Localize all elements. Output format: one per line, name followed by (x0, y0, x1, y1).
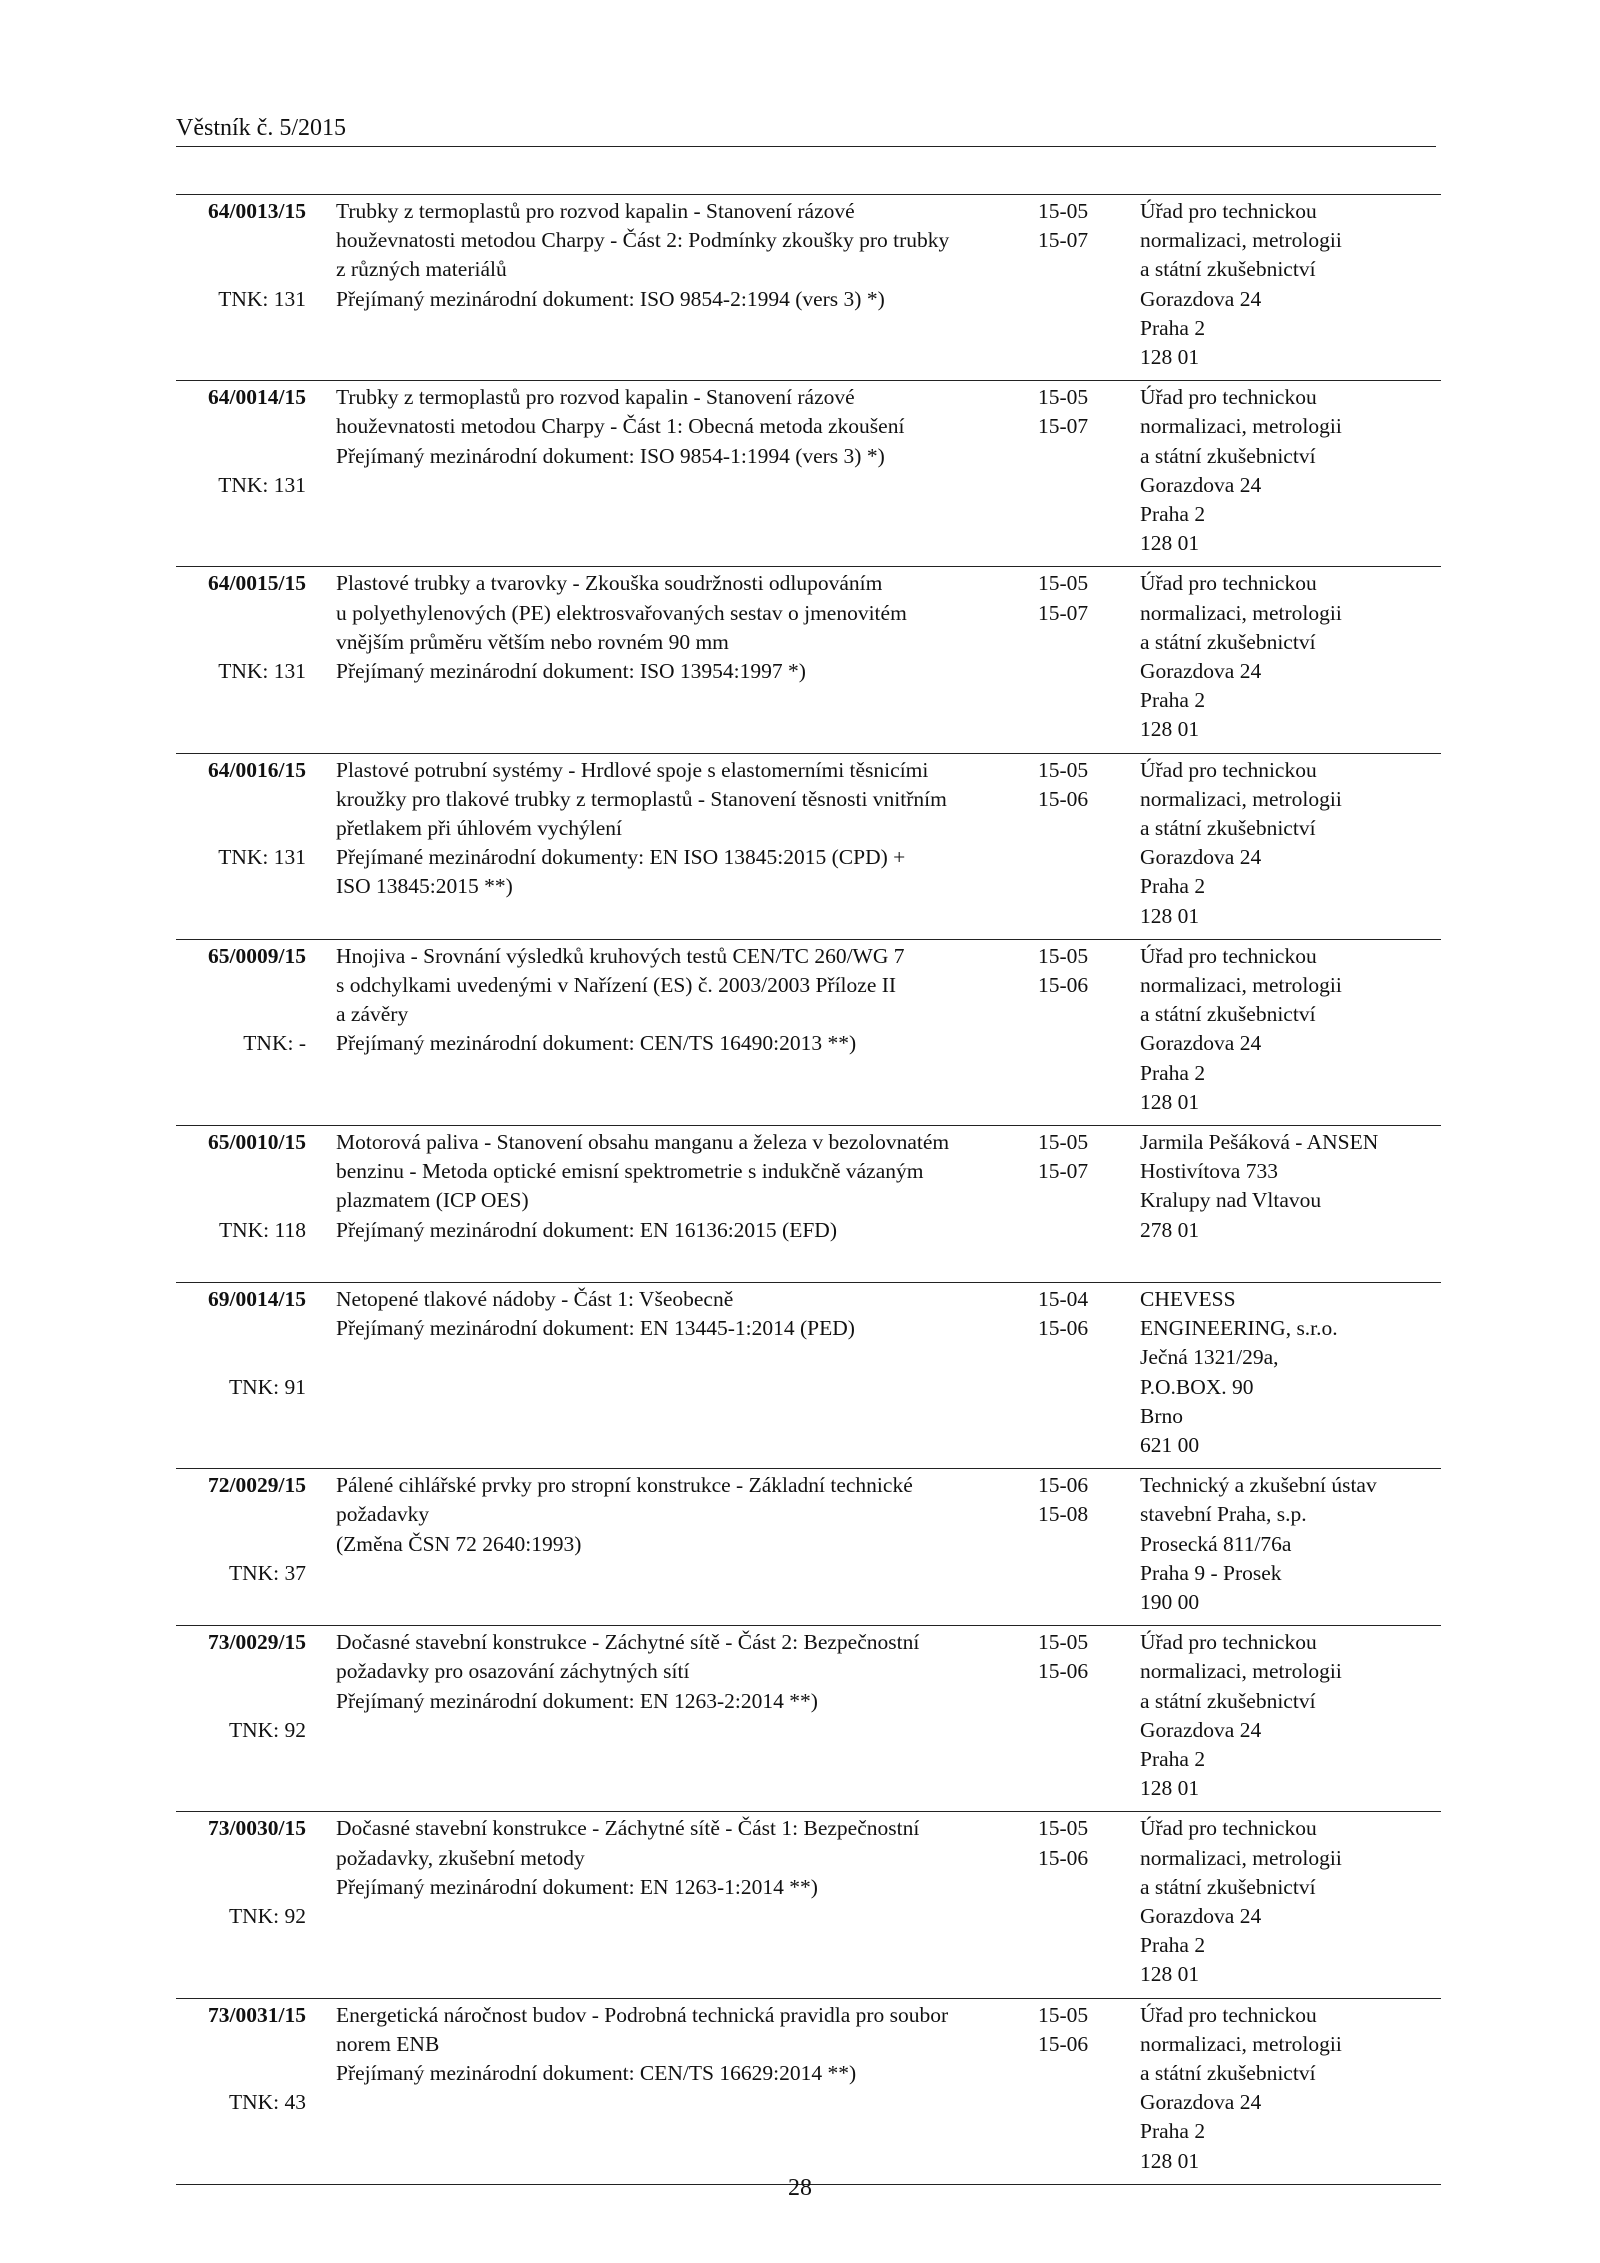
title-line: Trubky z termoplastů pro rozvod kapalin - Stanovení rázové (336, 199, 855, 223)
title-line: požadavky (336, 1502, 430, 1527)
row-title-cell (314, 1814, 1034, 1997)
address-line: Gorazdova 24 (1140, 845, 1262, 870)
title-line: Plastové potrubní systémy - Hrdlové spoje s elastomerními těsnicími (336, 757, 929, 782)
tnk-label: TNK: 43 (228, 2090, 306, 2115)
address-line: Praha 2 (1140, 315, 1206, 340)
row-dates-cell (1034, 1128, 1134, 1282)
address-line: a státní zkušebnictví (1140, 257, 1316, 282)
date-code: 15-05 (1038, 1129, 1089, 1154)
standard-number: 65/0010/15 (208, 1129, 306, 1154)
standard-row (176, 1625, 1441, 1811)
row-title-cell (314, 569, 1034, 752)
date-code: 15-07 (1038, 414, 1089, 439)
address-line: Praha 2 (1140, 2119, 1206, 2144)
standard-row (176, 1125, 1441, 1282)
row-dates-cell (1034, 942, 1134, 1125)
title-line: požadavky pro osazování záchytných sítí (336, 1659, 690, 1684)
address-line: 128 01 (1140, 717, 1200, 742)
standard-row (176, 380, 1441, 566)
page-number: 28 (788, 2175, 812, 2201)
address-line: 128 01 (1140, 2148, 1200, 2173)
date-code: 15-06 (1038, 1845, 1089, 1870)
title-line: vnějším průměru větším nebo rovném 90 mm (336, 629, 729, 654)
standard-number: 64/0015/15 (208, 571, 306, 596)
address-line: P.O.BOX. 90 (1140, 1374, 1254, 1399)
row-id-cell (176, 197, 314, 380)
address-line: a státní zkušebnictví (1140, 629, 1316, 654)
address-line: 128 01 (1140, 903, 1200, 928)
standards-table (176, 194, 1441, 2185)
date-code: 15-08 (1038, 1502, 1089, 1527)
date-code: 15-05 (1038, 199, 1089, 223)
standard-number: 65/0009/15 (208, 943, 306, 968)
title-line: Přejímaný mezinárodní dokument: EN 1263-1:2014 **) (336, 1874, 818, 1899)
address-line: 621 00 (1140, 1432, 1200, 1457)
standard-row (176, 1998, 1441, 2184)
row-dates-cell (1034, 1471, 1134, 1625)
date-code: 15-07 (1038, 228, 1089, 253)
address-line: Úřad pro technickou (1140, 385, 1317, 410)
row-id-cell (176, 383, 314, 566)
title-line: (Změna ČSN 72 2640:1993) (336, 1531, 582, 1556)
address-line: Technický a zkušební ústav (1140, 1473, 1377, 1498)
address-line: 128 01 (1140, 1962, 1200, 1987)
title-line: houževnatosti metodou Charpy - Část 2: Podmínky zkoušky pro trubky (336, 228, 950, 253)
tnk-label: TNK: 92 (228, 1903, 306, 1928)
address-line: stavební Praha, s.p. (1140, 1502, 1307, 1527)
title-line: Dočasné stavební konstrukce - Záchytné sítě - Část 2: Bezpečnostní (336, 1630, 920, 1655)
address-line: normalizaci, metrologii (1140, 600, 1342, 625)
address-line: normalizaci, metrologii (1140, 1659, 1342, 1684)
row-id-cell (176, 1628, 314, 1811)
address-line: normalizaci, metrologii (1140, 2031, 1342, 2056)
standard-number: 64/0014/15 (208, 385, 306, 410)
row-title-cell (314, 942, 1034, 1125)
title-line: Přejímaný mezinárodní dokument: CEN/TS 16629:2014 **) (336, 2060, 857, 2085)
row-id-cell (176, 756, 314, 939)
row-dates-cell (1034, 383, 1134, 566)
tnk-label: TNK: 131 (218, 845, 306, 870)
address-line: Praha 9 - Prosek (1140, 1560, 1282, 1585)
title-line: a závěry (336, 1002, 409, 1027)
tnk-label: TNK: 131 (218, 472, 306, 497)
title-line: požadavky, zkušební metody (336, 1845, 585, 1870)
address-line: a státní zkušebnictví (1140, 443, 1316, 468)
title-line: Přejímané mezinárodní dokumenty: EN ISO 13845:2015 (CPD) + (336, 845, 906, 870)
date-code: 15-06 (1038, 1316, 1089, 1341)
address-line: Praha 2 (1140, 874, 1206, 899)
address-line: a státní zkušebnictví (1140, 2060, 1316, 2085)
address-line: 128 01 (1140, 345, 1200, 370)
standard-row (176, 1468, 1441, 1625)
row-address-cell (1134, 1814, 1441, 1997)
title-line: Pálené cihlářské prvky pro stropní konstrukce - Základní technické (336, 1473, 913, 1498)
row-id-cell (176, 1814, 314, 1997)
address-line: 128 01 (1140, 1776, 1200, 1801)
date-code: 15-05 (1038, 2002, 1089, 2027)
row-id-cell (176, 1128, 314, 1282)
title-line: benzinu - Metoda optické emisní spektrometrie s indukčně vázaným (336, 1159, 924, 1184)
title-line: s odchylkami uvedenými v Nařízení (ES) č. 2003/2003 Příloze II (336, 972, 897, 997)
address-line: Úřad pro technickou (1140, 571, 1317, 596)
address-line: a státní zkušebnictví (1140, 815, 1316, 840)
address-line: Gorazdova 24 (1140, 286, 1262, 311)
address-line: Kralupy nad Vltavou (1140, 1188, 1322, 1213)
title-line: Netopené tlakové nádoby - Část 1: Všeobecně (336, 1286, 734, 1311)
address-line: Gorazdova 24 (1140, 472, 1262, 497)
date-code: 15-06 (1038, 1473, 1089, 1498)
standard-number: 73/0030/15 (208, 1816, 306, 1841)
tnk-label: TNK: 92 (228, 1717, 306, 1742)
row-title-cell (314, 1628, 1034, 1811)
date-code: 15-06 (1038, 1659, 1089, 1684)
standard-number: 72/0029/15 (208, 1473, 306, 1498)
date-code: 15-05 (1038, 943, 1089, 968)
standard-row (176, 195, 1441, 380)
address-line: 278 01 (1140, 1217, 1200, 1242)
row-address-cell (1134, 942, 1441, 1125)
row-dates-cell (1034, 756, 1134, 939)
address-line: normalizaci, metrologii (1140, 1845, 1342, 1870)
standard-number: 73/0031/15 (208, 2002, 306, 2027)
row-address-cell (1134, 2001, 1441, 2184)
address-line: Praha 2 (1140, 1060, 1206, 1085)
row-title-cell (314, 1471, 1034, 1625)
title-line: u polyethylenových (PE) elektrosvařovaných sestav o jmenovitém (336, 600, 907, 625)
address-line: normalizaci, metrologii (1140, 786, 1342, 811)
address-line: Gorazdova 24 (1140, 1717, 1262, 1742)
title-line: Hnojiva - Srovnání výsledků kruhových testů CEN/TC 260/WG 7 (336, 943, 905, 968)
date-code: 15-07 (1038, 1159, 1089, 1184)
date-code: 15-05 (1038, 1630, 1089, 1655)
row-title-cell (314, 383, 1034, 566)
address-line: Úřad pro technickou (1140, 1816, 1317, 1841)
title-line: ISO 13845:2015 **) (336, 874, 513, 899)
row-title-cell (314, 756, 1034, 939)
address-line: 190 00 (1140, 1589, 1200, 1614)
address-line: Hostivítova 733 (1140, 1159, 1278, 1184)
address-line: 128 01 (1140, 1089, 1200, 1114)
title-line: Přejímaný mezinárodní dokument: ISO 9854-1:1994 (vers 3) *) (336, 443, 885, 468)
address-line: Jarmila Pešáková - ANSEN (1140, 1129, 1379, 1154)
title-line: z různých materiálů (336, 257, 507, 282)
tnk-label: TNK: - (243, 1031, 306, 1056)
title-line: Plastové trubky a tvarovky - Zkouška soudržnosti odlupováním (336, 571, 883, 596)
title-line: Přejímaný mezinárodní dokument: ISO 13954:1997 *) (336, 658, 806, 683)
address-line: a státní zkušebnictví (1140, 1688, 1316, 1713)
address-line: normalizaci, metrologii (1140, 414, 1342, 439)
row-title-cell (314, 1128, 1034, 1282)
address-line: Gorazdova 24 (1140, 1903, 1262, 1928)
address-line: Praha 2 (1140, 688, 1206, 713)
row-dates-cell (1034, 1814, 1134, 1997)
title-line: houževnatosti metodou Charpy - Část 1: Obecná metoda zkoušení (336, 414, 905, 439)
address-line: Úřad pro technickou (1140, 757, 1317, 782)
row-dates-cell (1034, 2001, 1134, 2184)
row-address-cell (1134, 756, 1441, 939)
row-title-cell (314, 197, 1034, 380)
tnk-label: TNK: 37 (228, 1560, 306, 1585)
title-line: Trubky z termoplastů pro rozvod kapalin - Stanovení rázové (336, 385, 855, 410)
row-address-cell (1134, 1128, 1441, 1282)
date-code: 15-04 (1038, 1286, 1089, 1311)
title-line: přetlakem při úhlovém vychýlení (336, 815, 622, 840)
date-code: 15-05 (1038, 385, 1089, 410)
address-line: normalizaci, metrologii (1140, 228, 1342, 253)
tnk-label: TNK: 131 (218, 658, 306, 683)
standard-number: 64/0016/15 (208, 757, 306, 782)
row-dates-cell (1034, 1628, 1134, 1811)
row-id-cell (176, 1285, 314, 1468)
standard-row (176, 1282, 1441, 1468)
journal-title: Věstník č. 5/2015 (176, 115, 346, 141)
date-code: 15-06 (1038, 786, 1089, 811)
address-line: a státní zkušebnictví (1140, 1002, 1316, 1027)
row-address-cell (1134, 569, 1441, 752)
row-title-cell (314, 2001, 1034, 2184)
date-code: 15-06 (1038, 972, 1089, 997)
date-code: 15-05 (1038, 757, 1089, 782)
row-title-cell (314, 1285, 1034, 1468)
row-id-cell (176, 569, 314, 752)
title-line: Přejímaný mezinárodní dokument: ISO 9854-2:1994 (vers 3) *) (336, 286, 885, 311)
date-code: 15-05 (1038, 571, 1089, 596)
address-line: Úřad pro technickou (1140, 199, 1317, 223)
row-address-cell (1134, 1285, 1441, 1468)
address-line: Ječná 1321/29a, (1140, 1345, 1279, 1370)
address-line: Úřad pro technickou (1140, 1630, 1317, 1655)
standard-row (176, 939, 1441, 1125)
address-line: Gorazdova 24 (1140, 658, 1262, 683)
standard-row (176, 1811, 1441, 1997)
address-line: Úřad pro technickou (1140, 943, 1317, 968)
title-line: norem ENB (336, 2031, 440, 2056)
title-line: kroužky pro tlakové trubky z termoplastů - Stanovení těsnosti vnitřním (336, 786, 947, 811)
tnk-label: TNK: 118 (219, 1217, 306, 1242)
row-id-cell (176, 2001, 314, 2184)
row-dates-cell (1034, 197, 1134, 380)
title-line: Energetická náročnost budov - Podrobná technická pravidla pro soubor (336, 2002, 949, 2027)
title-line: plazmatem (ICP OES) (336, 1188, 529, 1213)
row-id-cell (176, 942, 314, 1125)
address-line: a státní zkušebnictví (1140, 1874, 1316, 1899)
tnk-label: TNK: 131 (218, 286, 306, 311)
row-address-cell (1134, 197, 1441, 380)
title-line: Přejímaný mezinárodní dokument: EN 16136:2015 (EFD) (336, 1217, 837, 1242)
date-code: 15-07 (1038, 600, 1089, 625)
address-line: Gorazdova 24 (1140, 1031, 1262, 1056)
row-address-cell (1134, 1471, 1441, 1625)
address-line: Praha 2 (1140, 1746, 1206, 1771)
date-code: 15-05 (1038, 1816, 1089, 1841)
address-line: Praha 2 (1140, 1933, 1206, 1958)
title-line: Motorová paliva - Stanovení obsahu manganu a železa v bezolovnatém (336, 1129, 950, 1154)
standard-row (176, 566, 1441, 752)
date-code: 15-06 (1038, 2031, 1089, 2056)
row-id-cell (176, 1471, 314, 1625)
row-address-cell (1134, 1628, 1441, 1811)
row-dates-cell (1034, 1285, 1134, 1468)
address-line: normalizaci, metrologii (1140, 972, 1342, 997)
address-line: CHEVESS (1140, 1286, 1236, 1311)
title-line: Přejímaný mezinárodní dokument: EN 13445-1:2014 (PED) (336, 1316, 855, 1341)
title-line: Přejímaný mezinárodní dokument: EN 1263-2:2014 **) (336, 1688, 818, 1713)
standard-number: 73/0029/15 (208, 1630, 306, 1655)
address-line: Prosecká 811/76a (1140, 1531, 1292, 1556)
standard-number: 69/0014/15 (208, 1286, 306, 1311)
title-line: Dočasné stavební konstrukce - Záchytné sítě - Část 1: Bezpečnostní (336, 1816, 920, 1841)
address-line: Brno (1140, 1403, 1183, 1428)
page-header (176, 114, 1436, 147)
address-line: 128 01 (1140, 531, 1200, 556)
address-line: Gorazdova 24 (1140, 2090, 1262, 2115)
row-dates-cell (1034, 569, 1134, 752)
standard-number: 64/0013/15 (208, 199, 306, 223)
title-line: Přejímaný mezinárodní dokument: CEN/TS 16490:2013 **) (336, 1031, 857, 1056)
address-line: ENGINEERING, s.r.o. (1140, 1316, 1338, 1341)
tnk-label: TNK: 91 (228, 1374, 306, 1399)
address-line: Úřad pro technickou (1140, 2002, 1317, 2027)
standard-row (176, 753, 1441, 939)
address-line: Praha 2 (1140, 502, 1206, 526)
row-address-cell (1134, 383, 1441, 566)
